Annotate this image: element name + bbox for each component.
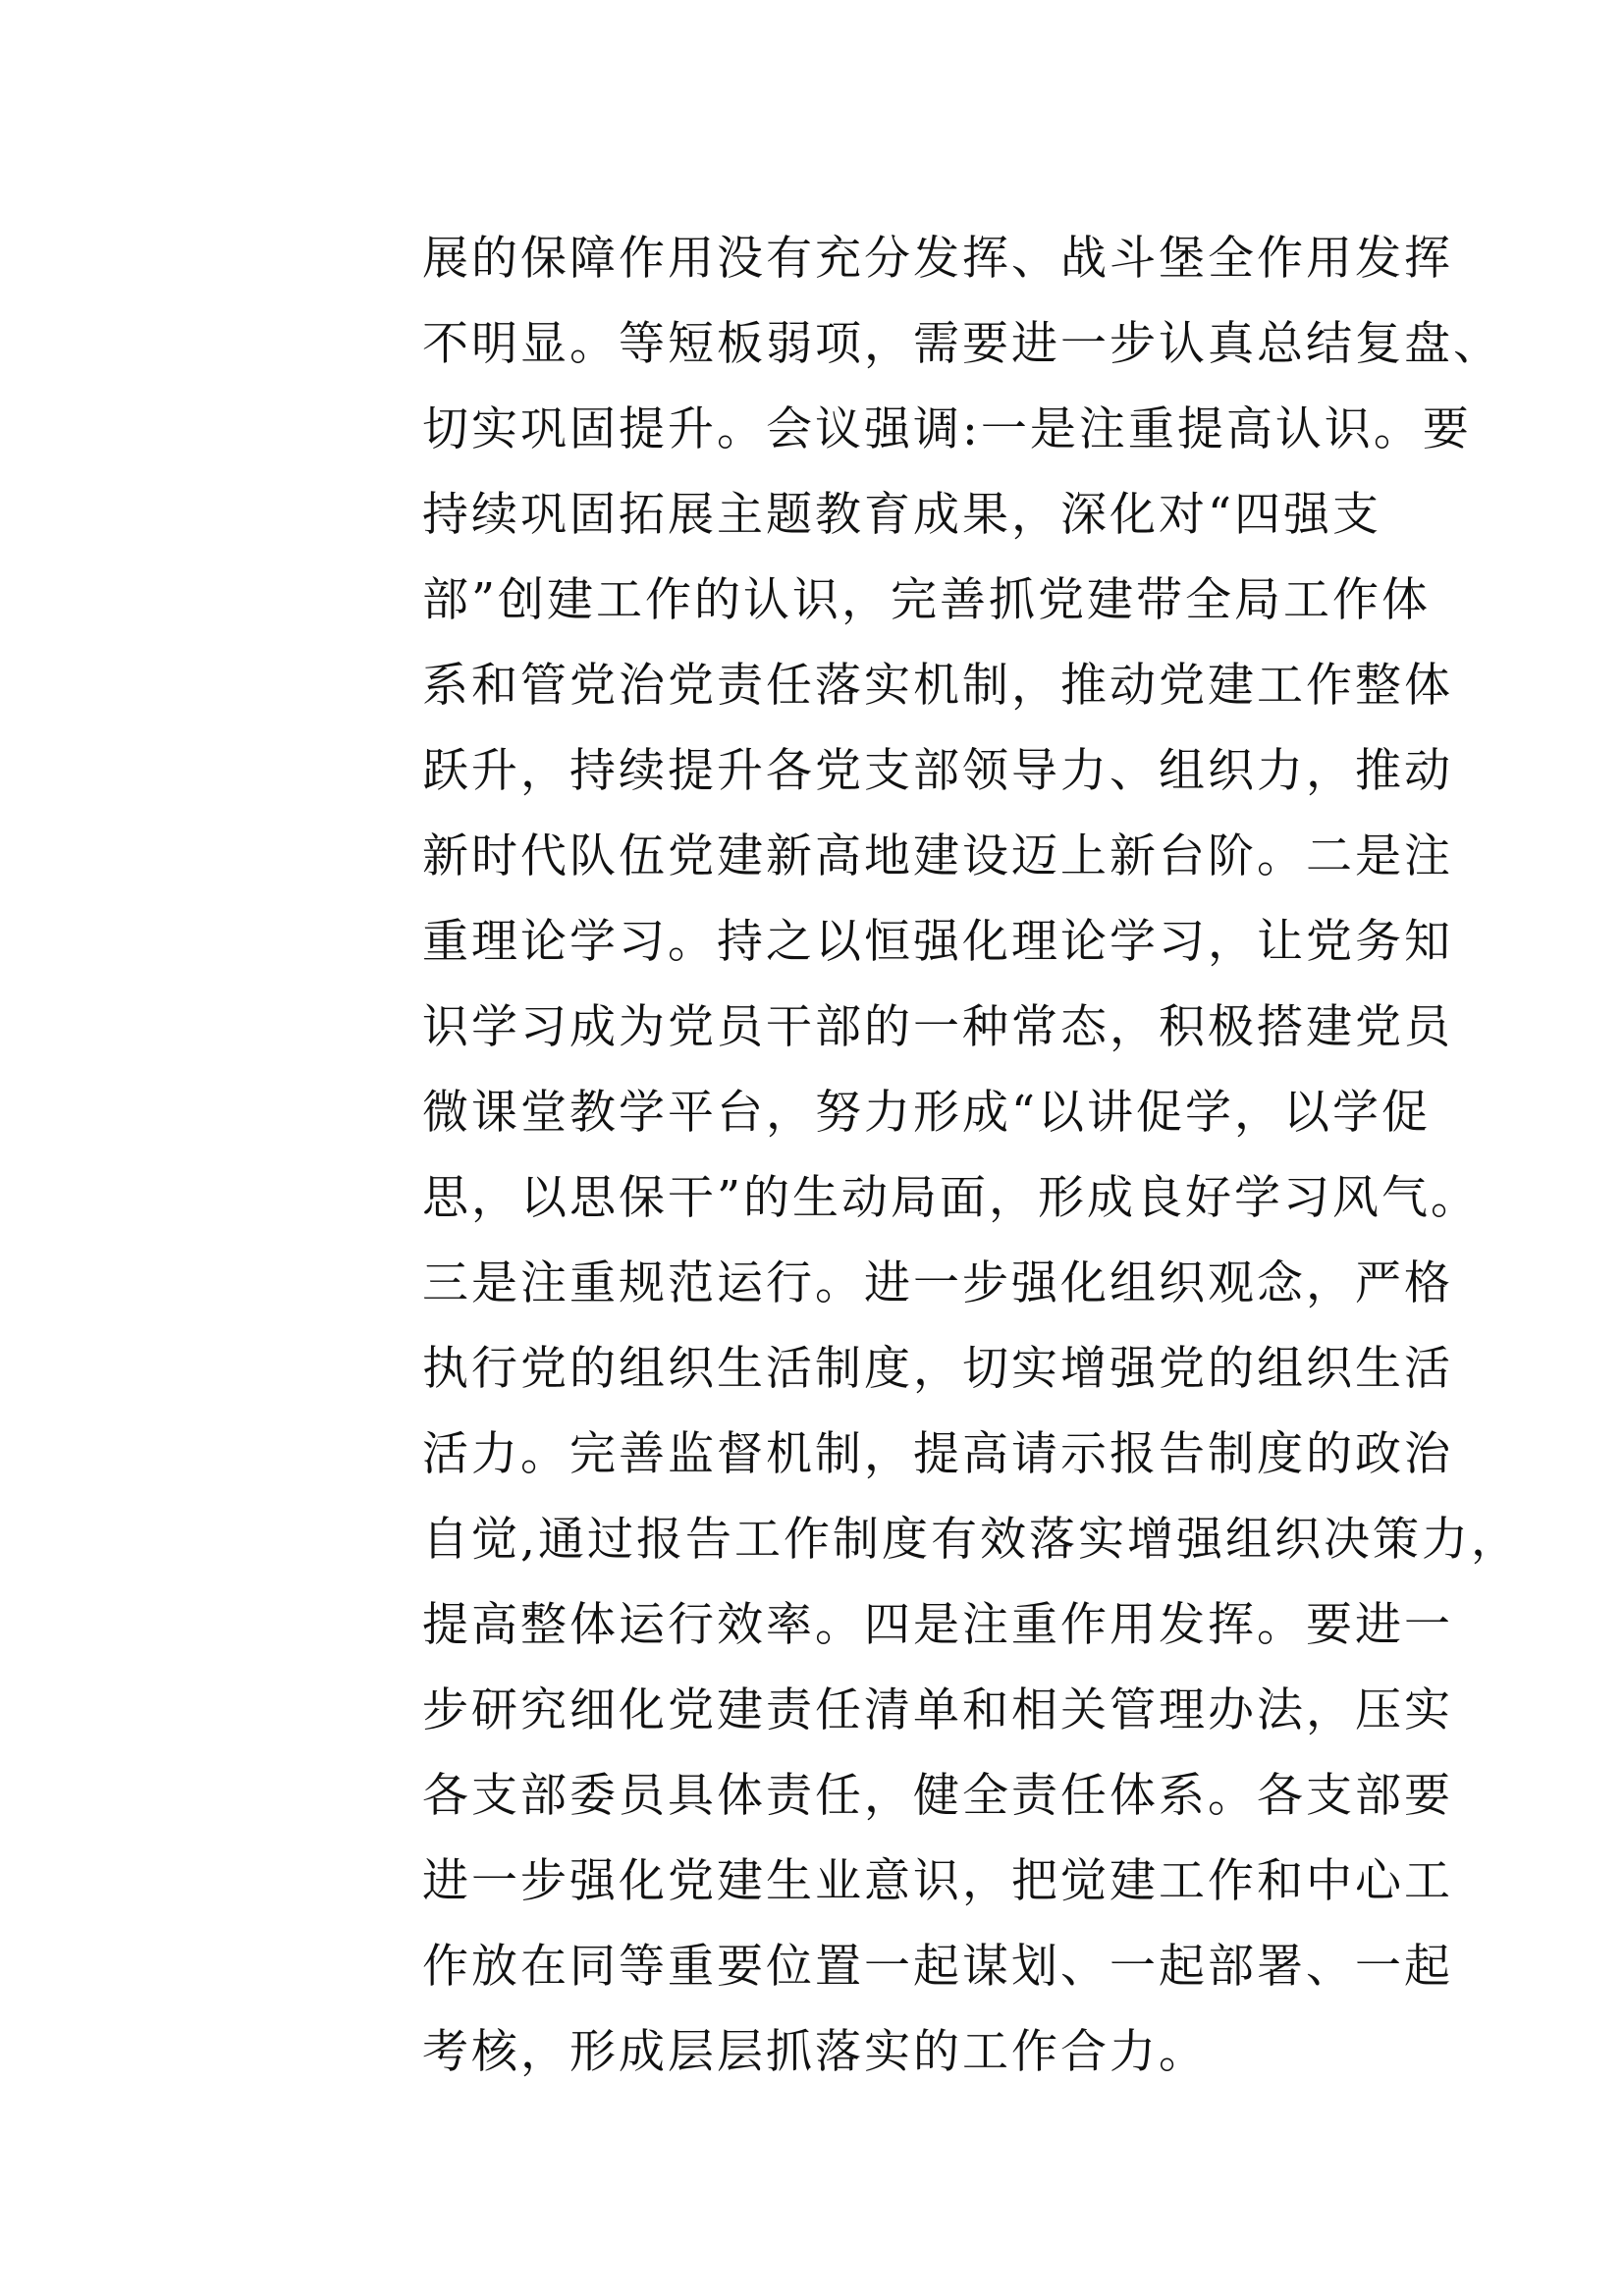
text-line-4: 持续巩固拓展主题教育成果，深化对“四强支: [422, 488, 1382, 542]
text-line-21: 作放在同等重要位置一起谋划、一起部署、一起: [422, 1940, 1453, 1994]
text-line-1: 展的保障作用没有充分发挥、战斗堡全作用发挥: [422, 232, 1453, 286]
text-line-12: 思，以思保干”的生动局面，形成良好学习风气。: [422, 1171, 1481, 1225]
text-line-3: 切实巩固提升。会议强调:一是注重提高认识。要: [422, 402, 1472, 456]
text-line-14: 执行党的组织生活制度，切实增强党的组织生活: [422, 1342, 1453, 1396]
text-line-19: 各支部委员具体责任，健全责任体系。各支部要: [422, 1769, 1453, 1823]
text-line-15: 活力。完善监督机制，提高请示报告制度的政治: [422, 1427, 1453, 1481]
text-line-7: 跃升，持续提升各党支部领导力、组织力，推动: [422, 744, 1453, 798]
text-line-5: 部”创建工作的认识，完善抓党建带全局工作体: [422, 573, 1432, 627]
text-line-17: 提高整体运行效率。四是注重作用发挥。要进一: [422, 1598, 1453, 1652]
text-line-10: 识学习成为党员干部的一种常态，积极搭建党员: [422, 1000, 1453, 1054]
text-line-11: 微课堂教学平台，努力形成“以讲促学，以学促: [422, 1086, 1432, 1140]
text-line-16: 自觉,通过报告工作制度有效落实增强组织决策力，: [422, 1513, 1520, 1567]
text-line-20: 进一步强化党建生业意识，把觉建工作和中心工: [422, 1854, 1453, 1908]
text-line-9: 重理论学习。持之以恒强化理论学习，让党务知: [422, 915, 1453, 969]
text-line-22: 考核，形成层层抓落实的工作合力。: [422, 2025, 1208, 2079]
body-text: [422, 216, 1520, 2095]
text-line-18: 步研究细化党建责任清单和相关管理办法，压实: [422, 1683, 1453, 1737]
text-line-2: 不明显。等短板弱项，需要进一步认真总结复盘、: [422, 317, 1502, 371]
text-line-13: 三是注重规范运行。进一步强化组织观念，严格: [422, 1256, 1453, 1310]
text-line-8: 新时代队伍党建新高地建设迈上新台阶。二是注: [422, 829, 1453, 883]
text-line-6: 系和管党治党责任落实机制，推动党建工作整体: [422, 659, 1453, 713]
